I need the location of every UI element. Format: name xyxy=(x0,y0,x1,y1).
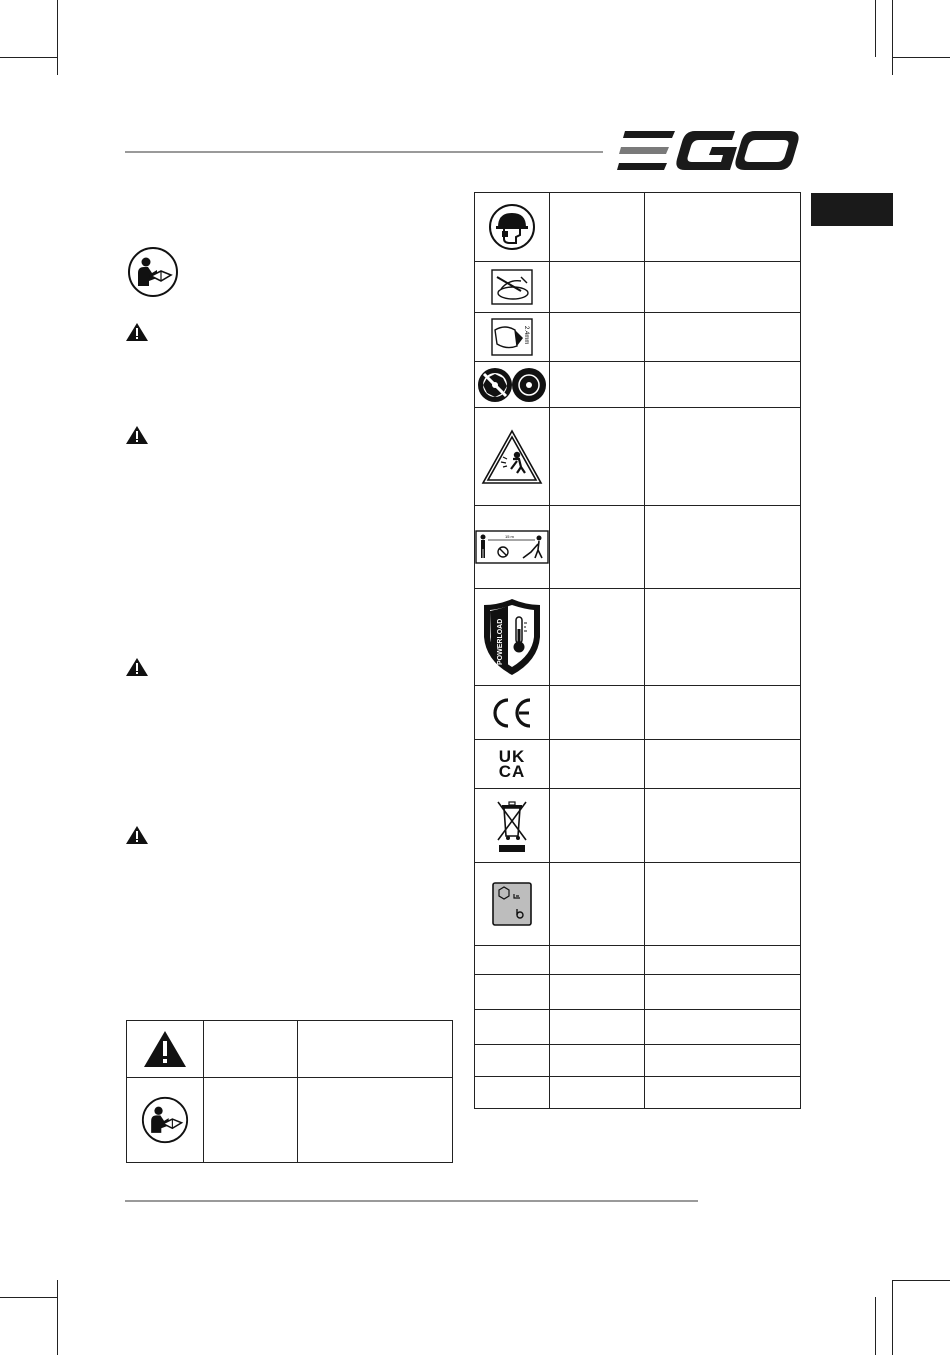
icon-cell xyxy=(127,1078,204,1163)
warning-triangle-icon xyxy=(125,322,149,342)
symbol-description-cell xyxy=(645,506,801,589)
icon-cell xyxy=(475,589,550,686)
symbol-name-cell xyxy=(204,1021,298,1078)
thrown-objects-icon xyxy=(481,429,543,485)
icon-cell xyxy=(475,1077,550,1109)
read-manual-icon xyxy=(141,1096,189,1144)
table-row xyxy=(475,1010,801,1045)
symbol-name-cell xyxy=(550,262,645,313)
symbol-name-cell xyxy=(550,193,645,262)
symbol-name-cell xyxy=(550,1045,645,1077)
icon-cell xyxy=(475,408,550,506)
symbol-name-cell xyxy=(550,975,645,1010)
crop-mark xyxy=(875,0,876,57)
symbol-name-cell xyxy=(550,362,645,408)
trimmer-line-icon xyxy=(491,318,533,356)
powerload-temperature-icon xyxy=(482,597,542,677)
symbol-description-cell xyxy=(645,313,801,362)
symbol-description-cell xyxy=(298,1021,453,1078)
icon-cell xyxy=(127,1021,204,1078)
table-row xyxy=(475,740,801,789)
symbol-name-cell xyxy=(550,946,645,975)
table-row xyxy=(475,686,801,740)
symbol-description-cell xyxy=(645,740,801,789)
table-row xyxy=(127,1021,453,1078)
warning-triangle-icon xyxy=(125,425,149,445)
crop-mark xyxy=(57,0,58,75)
ukca-ca: CA xyxy=(498,762,526,781)
icon-cell xyxy=(475,975,550,1010)
crop-mark xyxy=(893,57,950,58)
icon-cell xyxy=(475,506,550,589)
table-row xyxy=(475,408,801,506)
blade-guard-icon xyxy=(491,269,533,305)
crop-mark xyxy=(0,1297,57,1298)
noise-level-icon xyxy=(492,882,532,926)
line-size-label: 2.4mm xyxy=(523,326,529,345)
icon-cell xyxy=(475,313,550,362)
icon-cell xyxy=(475,1010,550,1045)
table-row xyxy=(475,362,801,408)
symbol-name-cell xyxy=(550,1010,645,1045)
table-row xyxy=(475,262,801,313)
read-manual-icon xyxy=(127,246,179,298)
head-protection-icon xyxy=(488,203,536,251)
left-symbol-table xyxy=(126,1020,453,1163)
header-rule xyxy=(125,151,603,153)
keep-distance-icon xyxy=(475,530,549,564)
icon-cell xyxy=(475,740,550,789)
warning-triangle-icon xyxy=(125,825,149,845)
icon-cell xyxy=(475,946,550,975)
symbol-name-cell xyxy=(550,1077,645,1109)
symbol-description-cell xyxy=(645,946,801,975)
table-row xyxy=(475,789,801,863)
crop-mark xyxy=(892,0,893,75)
symbol-description-cell xyxy=(645,589,801,686)
ukca-uk: UK xyxy=(498,747,526,766)
symbol-description-cell xyxy=(645,975,801,1010)
table-row xyxy=(475,1045,801,1077)
icon-cell xyxy=(475,362,550,408)
icon-cell xyxy=(475,193,550,262)
distance-label: 15 m xyxy=(505,534,514,539)
crop-mark xyxy=(875,1297,876,1355)
table-row xyxy=(475,1077,801,1109)
symbol-description-cell xyxy=(645,408,801,506)
icon-cell xyxy=(475,686,550,740)
symbol-description-cell xyxy=(645,362,801,408)
crop-mark xyxy=(893,1280,950,1281)
footer-rule xyxy=(125,1200,698,1202)
table-row xyxy=(475,863,801,946)
table-row xyxy=(475,946,801,975)
symbol-name-cell xyxy=(550,408,645,506)
table-row xyxy=(475,193,801,262)
symbol-description-cell xyxy=(645,789,801,863)
symbol-description-cell xyxy=(645,1010,801,1045)
powerload-label: POWERLOAD xyxy=(497,618,504,665)
crop-mark xyxy=(0,57,57,58)
no-metal-blade-icon xyxy=(477,366,547,404)
table-row xyxy=(475,313,801,362)
table-row xyxy=(475,589,801,686)
weee-bin-icon xyxy=(495,798,529,854)
icon-cell xyxy=(475,1045,550,1077)
table-row xyxy=(127,1078,453,1163)
symbol-name-cell xyxy=(550,789,645,863)
icon-cell xyxy=(475,789,550,863)
ce-mark-icon xyxy=(490,697,534,729)
ego-logo xyxy=(617,128,800,173)
symbol-name-cell xyxy=(550,506,645,589)
symbol-description-cell xyxy=(645,262,801,313)
table-row xyxy=(475,506,801,589)
symbol-name-cell xyxy=(550,313,645,362)
table-row xyxy=(475,975,801,1010)
symbol-description-cell xyxy=(645,1045,801,1077)
crop-mark xyxy=(892,1280,893,1355)
symbol-name-cell xyxy=(550,589,645,686)
symbol-name-cell xyxy=(204,1078,298,1163)
symbol-description-cell xyxy=(645,686,801,740)
icon-cell xyxy=(475,262,550,313)
language-tab xyxy=(811,193,893,226)
symbol-description-cell xyxy=(298,1078,453,1163)
symbol-name-cell xyxy=(550,863,645,946)
warning-triangle-icon xyxy=(125,657,149,677)
crop-mark xyxy=(57,1280,58,1355)
icon-cell xyxy=(475,863,550,946)
warning-triangle-icon xyxy=(142,1029,188,1069)
symbol-description-cell xyxy=(645,863,801,946)
right-symbol-table xyxy=(474,192,801,1109)
symbol-name-cell xyxy=(550,686,645,740)
ukca-mark-icon xyxy=(475,749,549,779)
symbol-name-cell xyxy=(550,740,645,789)
symbol-description-cell xyxy=(645,193,801,262)
symbol-description-cell xyxy=(645,1077,801,1109)
